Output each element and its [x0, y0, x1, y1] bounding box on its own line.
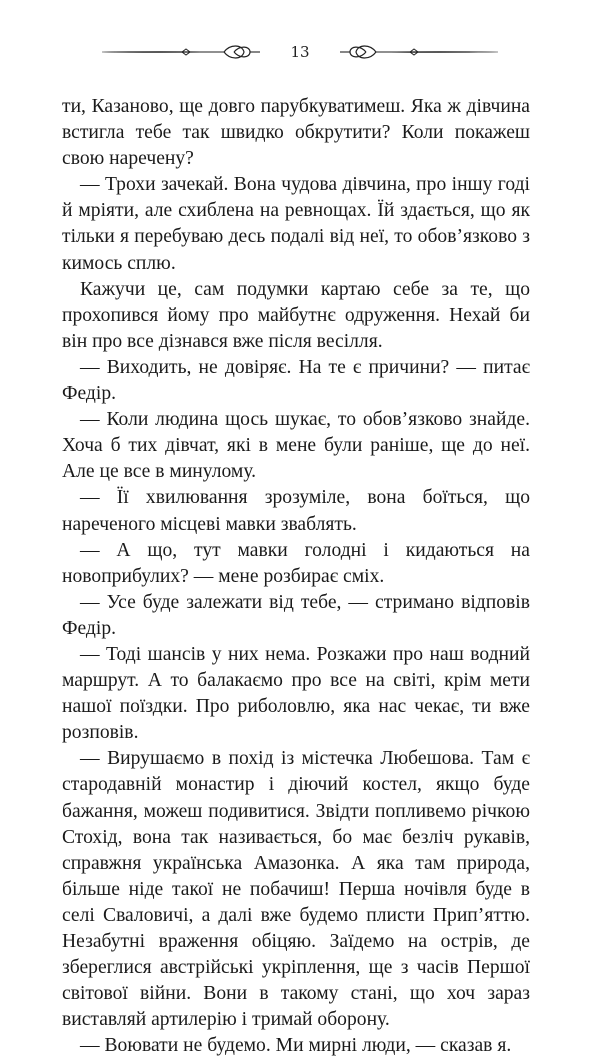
paragraph: — Її хвилювання зрозуміле, вона боїться, що нареченого місцеві мавки зваблять. — [62, 487, 530, 535]
page-number: 13 — [290, 43, 310, 61]
page-header — [100, 40, 500, 64]
paragraph: Кажучи це, сам подумки картаю себе за те, що прохопився йому про майбутнє одруження. Нехай би він про все дізнався вже після весілля. — [62, 278, 530, 352]
paragraph: — Тоді шансів у них нема. Розкажи про наш водний маршрут. А то балакаємо про все на світі, крім мети нашої поїздки. Про риболовлю, яка нас чекає, ти вже розповів. — [62, 643, 530, 744]
paragraph: — Вирушаємо в похід із містечка Любешова. Там є стародавній монастир і діючий костел, якщо буде бажання, можеш подивитися. Звідти попливемо річкою Стохід, вона так називається, бо має безліч рукавів, справжня українська Амазонка. А яка там природа, більше ніде такої не побачиш! Перша ночівля буде в селі Сваловичі, а далі вже будемо плисти Прип’яттю. Незабутні враження обіцяю. Заїдемо на острів, де збереглися австрійські укріплення, ще з часів Першої світової війни. Вони в такому стані, що хоч зараз виставляй артилерію і тримай оборону. — [62, 748, 530, 1031]
paragraph: — А що, тут мавки голодні і кидаються на новоприбулих? — мене розбирає сміх. — [62, 539, 530, 587]
paragraph: — Воювати не будемо. Ми мирні люди, — сказав я. — [80, 1035, 512, 1057]
paragraph: — Усе буде залежати від тебе, — стримано відповів Федір. — [62, 591, 530, 639]
paragraph: — Виходить, не довіряє. На те є причини? — питає Федір. — [62, 356, 530, 405]
paragraph: — Коли людина щось шукає, то обов’язково знайде. Хоча б тих дівчат, які в мене були раніше, ще до неї. Але це все в минулому. — [62, 409, 530, 483]
page-body-text — [62, 94, 530, 1059]
paragraph: — Трохи зачекай. Вона чудова дівчина, про іншу годі й мріяти, але схиблена на ревнощах. Їй здається, що як тільки я перебуваю десь подалі від неї, то обов’язково з кимось сплю. — [62, 174, 530, 274]
paragraph: ти, Казаново, ще довго парубкуватимеш. Яка ж дівчина встигла тебе так швидко обкрутити? Коли покажеш свою наречену? — [62, 96, 530, 170]
